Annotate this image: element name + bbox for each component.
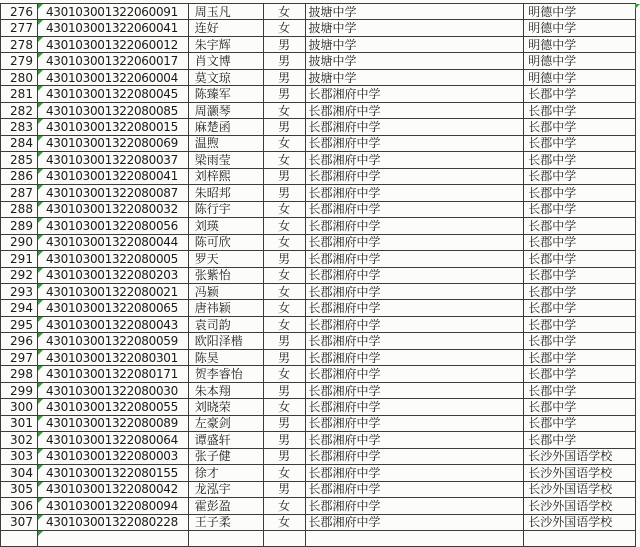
school-cell[interactable]: 披塘中学: [306, 37, 525, 53]
number-stored-as-text-icon: [38, 432, 43, 437]
school-cell[interactable]: 长郡湘府中学: [306, 136, 525, 152]
student-id-cell[interactable]: [38, 350, 189, 366]
table-row: [1, 383, 636, 399]
name-cell[interactable]: 霍彭盈: [189, 498, 264, 514]
school-cell[interactable]: 长郡湘府中学: [306, 86, 525, 102]
student-id-cell[interactable]: [38, 4, 189, 20]
row-number-cell[interactable]: 301: [1, 416, 38, 432]
table-row: [1, 185, 636, 201]
gender-cell[interactable]: 女: [264, 284, 306, 300]
school-cell[interactable]: 长郡湘府中学: [306, 432, 525, 448]
number-stored-as-text-icon: [38, 20, 43, 25]
school-cell[interactable]: 长郡湘府中学: [306, 498, 525, 514]
row-number-cell[interactable]: 284: [1, 136, 38, 152]
gender-cell[interactable]: 女: [264, 498, 306, 514]
row-number-cell[interactable]: 304: [1, 465, 38, 481]
number-stored-as-text-icon: [38, 300, 43, 305]
number-stored-as-text-icon: [38, 515, 43, 520]
admitted-school-cell[interactable]: 长郡中学: [524, 432, 636, 448]
school-cell[interactable]: 长郡湘府中学: [306, 482, 525, 498]
student-id-cell[interactable]: [38, 515, 189, 531]
name-cell[interactable]: 罗天: [189, 251, 264, 267]
row-number-cell[interactable]: 290: [1, 235, 38, 251]
number-stored-as-text-icon: [38, 103, 43, 108]
admitted-school-cell[interactable]: 长郡中学: [524, 202, 636, 218]
gender-cell[interactable]: 女: [264, 202, 306, 218]
table-row: [1, 366, 636, 382]
table-row: [1, 416, 636, 432]
partial-row: [1, 531, 636, 547]
student-id-text: 430103001322080055: [45, 399, 178, 414]
table-row: [1, 268, 636, 284]
gender-cell[interactable]: 女: [264, 366, 306, 382]
school-cell[interactable]: 长郡湘府中学: [306, 465, 525, 481]
name-cell[interactable]: 温煦: [189, 136, 264, 152]
school-cell[interactable]: 披塘中学: [306, 70, 525, 86]
gender-cell[interactable]: 女: [264, 515, 306, 531]
student-id-cell[interactable]: [38, 449, 189, 465]
admitted-school-cell[interactable]: 长郡中学: [524, 185, 636, 201]
school-cell[interactable]: 长郡湘府中学: [306, 515, 525, 531]
school-cell[interactable]: 长郡湘府中学: [306, 284, 525, 300]
gender-cell[interactable]: [264, 531, 306, 547]
student-id-cell[interactable]: [38, 119, 189, 135]
school-cell[interactable]: 长郡湘府中学: [306, 235, 525, 251]
name-cell[interactable]: 刘瑛: [189, 218, 264, 234]
school-cell[interactable]: 长郡湘府中学: [306, 449, 525, 465]
admitted-school-cell[interactable]: 明德中学: [524, 20, 636, 36]
school-cell[interactable]: 长郡湘府中学: [306, 317, 525, 333]
row-number-cell[interactable]: 305: [1, 482, 38, 498]
name-cell[interactable]: 刘晓荣: [189, 399, 264, 415]
school-cell[interactable]: 长郡湘府中学: [306, 218, 525, 234]
number-stored-as-text-icon: [38, 531, 43, 536]
name-cell[interactable]: 莫文琼: [189, 70, 264, 86]
name-cell[interactable]: 朱宇辉: [189, 37, 264, 53]
row-number-cell[interactable]: 291: [1, 251, 38, 267]
gender-cell[interactable]: 男: [264, 432, 306, 448]
student-id-cell[interactable]: [38, 20, 189, 36]
student-id-text: 430103001322080094: [45, 498, 178, 513]
school-cell[interactable]: 长郡湘府中学: [306, 333, 525, 349]
row-number-cell[interactable]: 295: [1, 317, 38, 333]
gender-cell[interactable]: 男: [264, 119, 306, 135]
student-id-text: 430103001322080003: [45, 449, 178, 464]
number-stored-as-text-icon: [38, 333, 43, 338]
number-stored-as-text-icon: [38, 152, 43, 157]
student-id-cell[interactable]: [38, 300, 189, 316]
table-row: [1, 333, 636, 349]
student-id-text: 430103001322080043: [45, 317, 178, 332]
gender-cell[interactable]: 男: [264, 86, 306, 102]
student-id-text: 430103001322080087: [45, 185, 178, 200]
number-stored-as-text-icon: [38, 86, 43, 91]
student-id-cell[interactable]: [38, 366, 189, 382]
student-id-cell[interactable]: [38, 185, 189, 201]
student-id-text: 430103001322080042: [45, 482, 178, 497]
student-id-cell[interactable]: [38, 218, 189, 234]
student-id-text: 430103001322080155: [45, 465, 178, 480]
student-id-cell[interactable]: [38, 53, 189, 69]
student-id-text: 430103001322080059: [45, 334, 178, 349]
number-stored-as-text-icon: [38, 218, 43, 223]
gender-cell[interactable]: 女: [264, 317, 306, 333]
admitted-school-cell[interactable]: 长沙外国语学校: [524, 465, 636, 481]
row-number-cell[interactable]: 289: [1, 218, 38, 234]
table-row: [1, 350, 636, 366]
number-stored-as-text-icon: [38, 136, 43, 141]
admitted-school-cell[interactable]: 长郡中学: [524, 218, 636, 234]
gender-cell[interactable]: 男: [264, 185, 306, 201]
row-number-cell[interactable]: 279: [1, 53, 38, 69]
name-cell[interactable]: 欧阳泽楷: [189, 333, 264, 349]
number-stored-as-text-icon: [38, 449, 43, 454]
table-row: [1, 53, 636, 69]
number-stored-as-text-icon: [38, 416, 43, 421]
student-id-text: 430103001322080030: [45, 383, 178, 398]
admitted-school-cell[interactable]: 长郡中学: [524, 119, 636, 135]
row-number-cell[interactable]: 306: [1, 498, 38, 514]
row-number-cell[interactable]: 296: [1, 333, 38, 349]
admitted-school-cell[interactable]: [524, 531, 636, 547]
row-number-cell[interactable]: 298: [1, 366, 38, 382]
student-id-text: 430103001322080015: [45, 120, 178, 135]
name-cell[interactable]: 肖文博: [189, 53, 264, 69]
name-cell[interactable]: 陈行宇: [189, 202, 264, 218]
row-number-cell[interactable]: 280: [1, 70, 38, 86]
name-cell[interactable]: 刘梓熙: [189, 169, 264, 185]
number-stored-as-text-icon: [38, 169, 43, 174]
student-id-text: 430103001322080228: [45, 515, 178, 530]
gender-cell[interactable]: 女: [264, 399, 306, 415]
table-row: [1, 317, 636, 333]
admitted-school-cell[interactable]: 长郡中学: [524, 416, 636, 432]
admitted-school-cell[interactable]: 明德中学: [524, 53, 636, 69]
name-cell[interactable]: 龙泓宇: [189, 482, 264, 498]
admitted-school-cell[interactable]: 长沙外国语学校: [524, 498, 636, 514]
name-cell[interactable]: 周灏琴: [189, 103, 264, 119]
gender-cell[interactable]: 女: [264, 218, 306, 234]
row-number-cell[interactable]: 302: [1, 432, 38, 448]
student-id-cell[interactable]: [38, 169, 189, 185]
number-stored-as-text-icon: [38, 37, 43, 42]
name-cell[interactable]: 徐才: [189, 465, 264, 481]
admitted-school-cell[interactable]: 长郡中学: [524, 317, 636, 333]
student-id-cell[interactable]: [38, 432, 189, 448]
table-row: [1, 86, 636, 102]
admitted-school-cell[interactable]: 长郡中学: [524, 152, 636, 168]
student-id-text: 430103001322080069: [45, 136, 178, 151]
school-cell[interactable]: 披塘中学: [306, 20, 525, 36]
number-stored-as-text-icon: [38, 70, 43, 75]
name-cell[interactable]: 左豪剑: [189, 416, 264, 432]
row-number-cell[interactable]: 282: [1, 103, 38, 119]
offscreen-cell-indicator-icon: [635, 4, 640, 9]
school-cell[interactable]: 长郡湘府中学: [306, 119, 525, 135]
admitted-school-cell[interactable]: 长郡中学: [524, 350, 636, 366]
name-cell[interactable]: 王子柔: [189, 515, 264, 531]
gender-cell[interactable]: 男: [264, 350, 306, 366]
student-id-text: 430103001322080021: [45, 284, 178, 299]
name-cell[interactable]: 麻楚函: [189, 119, 264, 135]
student-id-cell[interactable]: [38, 416, 189, 432]
student-table: [0, 3, 636, 547]
admitted-school-cell[interactable]: 长沙外国语学校: [524, 482, 636, 498]
admitted-school-cell[interactable]: 长郡中学: [524, 86, 636, 102]
row-number-cell[interactable]: 285: [1, 152, 38, 168]
student-id-cell[interactable]: [38, 86, 189, 102]
admitted-school-cell[interactable]: 长郡中学: [524, 399, 636, 415]
gender-cell[interactable]: 女: [264, 103, 306, 119]
row-number-cell[interactable]: 287: [1, 185, 38, 201]
student-id-text: 430103001322060004: [45, 70, 178, 85]
student-id-cell[interactable]: [38, 317, 189, 333]
admitted-school-cell[interactable]: 长郡中学: [524, 300, 636, 316]
student-id-cell[interactable]: [38, 284, 189, 300]
table-row: [1, 103, 636, 119]
number-stored-as-text-icon: [38, 185, 43, 190]
name-cell[interactable]: 周玉凡: [189, 4, 264, 20]
student-id-cell[interactable]: [38, 383, 189, 399]
student-id-cell[interactable]: [38, 531, 189, 547]
admitted-school-cell[interactable]: 长郡中学: [524, 366, 636, 382]
admitted-school-cell[interactable]: 长沙外国语学校: [524, 515, 636, 531]
admitted-school-cell[interactable]: 长郡中学: [524, 383, 636, 399]
school-cell[interactable]: [306, 531, 525, 547]
row-number-cell[interactable]: 303: [1, 449, 38, 465]
name-cell[interactable]: 陈昊: [189, 350, 264, 366]
gender-cell[interactable]: 男: [264, 53, 306, 69]
row-number-cell[interactable]: 276: [1, 4, 38, 20]
table-row: [1, 37, 636, 53]
number-stored-as-text-icon: [38, 53, 43, 58]
table-row: [1, 515, 636, 531]
school-cell[interactable]: 长郡湘府中学: [306, 185, 525, 201]
student-id-text: 430103001322080037: [45, 152, 178, 167]
row-number-cell[interactable]: 286: [1, 169, 38, 185]
number-stored-as-text-icon: [38, 350, 43, 355]
student-id-text: 430103001322060012: [45, 37, 178, 52]
row-number-cell[interactable]: 297: [1, 350, 38, 366]
student-id-cell[interactable]: [38, 202, 189, 218]
student-id-text: 430103001322080005: [45, 251, 178, 266]
name-cell[interactable]: 贺李睿怡: [189, 366, 264, 382]
student-id-text: 430103001322080203: [45, 268, 178, 283]
table-row: [1, 169, 636, 185]
school-cell[interactable]: 长郡湘府中学: [306, 169, 525, 185]
number-stored-as-text-icon: [38, 268, 43, 273]
row-number-cell[interactable]: 299: [1, 383, 38, 399]
student-id-text: 430103001322080064: [45, 432, 178, 447]
school-cell[interactable]: 长郡湘府中学: [306, 366, 525, 382]
student-id-text: 430103001322080089: [45, 416, 178, 431]
student-id-text: 430103001322080065: [45, 301, 178, 316]
gender-cell[interactable]: 男: [264, 169, 306, 185]
table-row: [1, 284, 636, 300]
school-cell[interactable]: 长郡湘府中学: [306, 300, 525, 316]
name-cell[interactable]: 唐祎颖: [189, 300, 264, 316]
number-stored-as-text-icon: [38, 202, 43, 207]
student-id-cell[interactable]: [38, 251, 189, 267]
gender-cell[interactable]: 女: [264, 136, 306, 152]
number-stored-as-text-icon: [38, 119, 43, 124]
student-id-text: 430103001322080045: [45, 87, 178, 102]
row-number-cell[interactable]: 278: [1, 37, 38, 53]
table-row: [1, 20, 636, 36]
number-stored-as-text-icon: [38, 235, 43, 240]
school-cell[interactable]: 长郡湘府中学: [306, 268, 525, 284]
gender-cell[interactable]: 男: [264, 333, 306, 349]
student-id-text: 430103001322060041: [45, 21, 178, 36]
number-stored-as-text-icon: [38, 383, 43, 388]
student-id-cell[interactable]: [38, 37, 189, 53]
gender-cell[interactable]: 男: [264, 70, 306, 86]
table-row: [1, 70, 636, 86]
student-id-cell[interactable]: [38, 70, 189, 86]
table-row: [1, 119, 636, 135]
row-number-cell[interactable]: [1, 531, 38, 547]
name-cell[interactable]: 陈可欣: [189, 235, 264, 251]
gender-cell[interactable]: 女: [264, 268, 306, 284]
school-cell[interactable]: 披塘中学: [306, 4, 525, 20]
student-id-text: 430103001322060091: [45, 4, 178, 19]
table-row: [1, 251, 636, 267]
gender-cell[interactable]: 女: [264, 20, 306, 36]
number-stored-as-text-icon: [38, 465, 43, 470]
row-number-cell[interactable]: 283: [1, 119, 38, 135]
admitted-school-cell[interactable]: 长郡中学: [524, 235, 636, 251]
name-cell[interactable]: 梁雨莹: [189, 152, 264, 168]
row-number-cell[interactable]: 281: [1, 86, 38, 102]
number-stored-as-text-icon: [38, 498, 43, 503]
student-id-cell[interactable]: [38, 103, 189, 119]
admitted-school-cell[interactable]: 长郡中学: [524, 136, 636, 152]
student-id-cell[interactable]: [38, 152, 189, 168]
name-cell[interactable]: 连好: [189, 20, 264, 36]
admitted-school-cell[interactable]: 明德中学: [524, 4, 636, 20]
gender-cell[interactable]: 男: [264, 383, 306, 399]
gender-cell[interactable]: 男: [264, 416, 306, 432]
gender-cell[interactable]: 女: [264, 152, 306, 168]
student-id-text: 430103001322080056: [45, 218, 178, 233]
row-number-cell[interactable]: 293: [1, 284, 38, 300]
student-id-cell[interactable]: [38, 136, 189, 152]
gender-cell[interactable]: 女: [264, 300, 306, 316]
admitted-school-cell[interactable]: 明德中学: [524, 70, 636, 86]
table-row: [1, 202, 636, 218]
name-cell[interactable]: 冯颖: [189, 284, 264, 300]
table-row: [1, 218, 636, 234]
number-stored-as-text-icon: [38, 251, 43, 256]
number-stored-as-text-icon: [38, 482, 43, 487]
row-number-cell[interactable]: 307: [1, 515, 38, 531]
admitted-school-cell[interactable]: 长郡中学: [524, 103, 636, 119]
student-id-text: 430103001322060017: [45, 54, 178, 69]
name-cell[interactable]: 陈臻军: [189, 86, 264, 102]
name-cell[interactable]: 袁司韵: [189, 317, 264, 333]
admitted-school-cell[interactable]: 长郡中学: [524, 169, 636, 185]
student-id-text: 430103001322080032: [45, 202, 178, 217]
admitted-school-cell[interactable]: 长沙外国语学校: [524, 449, 636, 465]
gender-cell[interactable]: 女: [264, 235, 306, 251]
student-id-text: 430103001322080085: [45, 103, 178, 118]
number-stored-as-text-icon: [38, 284, 43, 289]
row-number-cell[interactable]: 277: [1, 20, 38, 36]
student-id-cell[interactable]: [38, 482, 189, 498]
number-stored-as-text-icon: [38, 317, 43, 322]
school-cell[interactable]: 长郡湘府中学: [306, 350, 525, 366]
student-id-text: 430103001322080044: [45, 235, 178, 250]
gender-cell[interactable]: 女: [264, 465, 306, 481]
name-cell[interactable]: 朱昭邦: [189, 185, 264, 201]
name-cell[interactable]: [189, 531, 264, 547]
admitted-school-cell[interactable]: 长郡中学: [524, 268, 636, 284]
student-id-cell[interactable]: [38, 268, 189, 284]
row-number-cell[interactable]: 294: [1, 300, 38, 316]
student-id-text: 430103001322080301: [45, 350, 178, 365]
row-number-cell[interactable]: 288: [1, 202, 38, 218]
table-row: [1, 449, 636, 465]
admitted-school-cell[interactable]: 长郡中学: [524, 333, 636, 349]
admitted-school-cell[interactable]: 长郡中学: [524, 251, 636, 267]
student-id-text: 430103001322080171: [45, 367, 178, 382]
row-number-cell[interactable]: 292: [1, 268, 38, 284]
school-cell[interactable]: 披塘中学: [306, 53, 525, 69]
row-number-cell[interactable]: 300: [1, 399, 38, 415]
student-id-cell[interactable]: [38, 465, 189, 481]
gender-cell[interactable]: 男: [264, 251, 306, 267]
name-cell[interactable]: 张子健: [189, 449, 264, 465]
school-cell[interactable]: 长郡湘府中学: [306, 399, 525, 415]
student-id-cell[interactable]: [38, 333, 189, 349]
name-cell[interactable]: 朱本翔: [189, 383, 264, 399]
table-row: [1, 482, 636, 498]
gender-cell[interactable]: 男: [264, 482, 306, 498]
table-row: [1, 136, 636, 152]
number-stored-as-text-icon: [38, 4, 43, 9]
table-row: [1, 152, 636, 168]
school-cell[interactable]: 长郡湘府中学: [306, 416, 525, 432]
number-stored-as-text-icon: [38, 366, 43, 371]
number-stored-as-text-icon: [38, 399, 43, 404]
school-cell[interactable]: 长郡湘府中学: [306, 251, 525, 267]
school-cell[interactable]: 长郡湘府中学: [306, 202, 525, 218]
name-cell[interactable]: 张紫怡: [189, 268, 264, 284]
student-id-cell[interactable]: [38, 399, 189, 415]
table-row: [1, 465, 636, 481]
table-row: [1, 498, 636, 514]
admitted-school-cell[interactable]: 长郡中学: [524, 284, 636, 300]
school-cell[interactable]: 长郡湘府中学: [306, 103, 525, 119]
gender-cell[interactable]: 女: [264, 4, 306, 20]
school-cell[interactable]: 长郡湘府中学: [306, 383, 525, 399]
sheet-body: [1, 4, 636, 531]
student-id-text: 430103001322080041: [45, 169, 178, 184]
student-id-cell[interactable]: [38, 498, 189, 514]
admitted-school-cell[interactable]: 明德中学: [524, 37, 636, 53]
gender-cell[interactable]: 男: [264, 37, 306, 53]
name-cell[interactable]: 谭盛轩: [189, 432, 264, 448]
table-row: [1, 235, 636, 251]
school-cell[interactable]: 长郡湘府中学: [306, 152, 525, 168]
table-row: [1, 300, 636, 316]
table-row: [1, 399, 636, 415]
table-row: [1, 4, 636, 20]
gender-cell[interactable]: 男: [264, 449, 306, 465]
student-id-cell[interactable]: [38, 235, 189, 251]
table-row: [1, 432, 636, 448]
